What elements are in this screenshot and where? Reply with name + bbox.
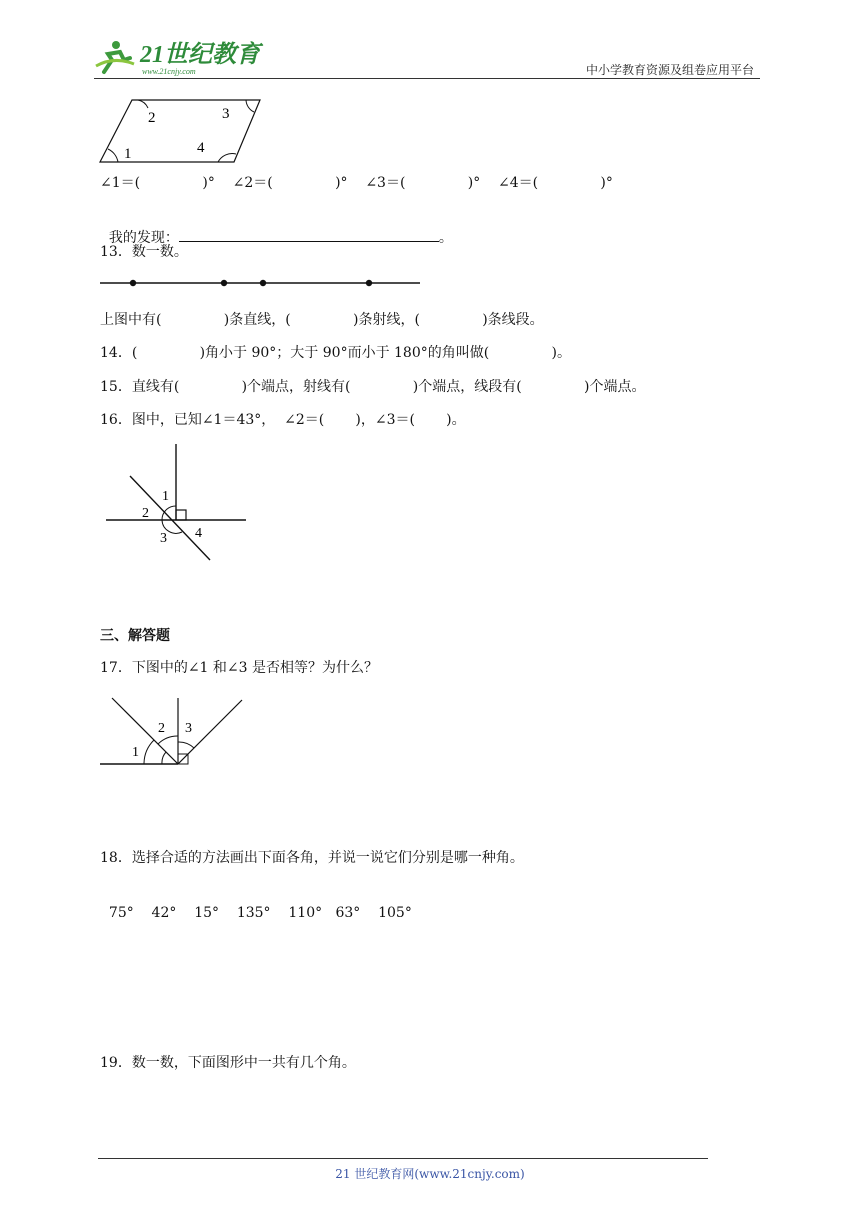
- q16-label-2: 2: [142, 506, 149, 521]
- q16-label-3: 3: [160, 531, 167, 546]
- q19-text: 19．数一数，下面图形中一共有几个角。: [100, 1055, 356, 1071]
- q17-text: 17．下图中的∠1 和∠3 是否相等？为什么？: [100, 660, 378, 676]
- angle-value: 42°: [151, 905, 177, 921]
- section-title: 三、解答题: [100, 628, 170, 644]
- angle-label-1: 1: [124, 146, 132, 162]
- angle-value: 63°: [335, 905, 361, 921]
- angle-value: 75°: [108, 905, 134, 921]
- logo-url: www.21cnjy.com: [142, 67, 196, 76]
- discovery-label: 我的发现：: [108, 230, 179, 246]
- q16-label-4: 4: [195, 526, 202, 541]
- q16-text: 16．图中，已知∠1＝43°， ∠2＝( )，∠3＝( )。: [100, 412, 466, 428]
- q13-answer: 上图中有( )条直线，( )条射线，( )条线段。: [100, 312, 544, 328]
- intersecting-lines-figure: [104, 440, 250, 564]
- q18-text: 18．选择合适的方法画出下面各角，并说一说它们分别是哪一种角。: [100, 850, 524, 866]
- angle-label-3: 3: [222, 106, 230, 122]
- q17-label-1: 1: [132, 745, 139, 760]
- parallelogram-figure: [96, 94, 266, 166]
- q17-label-3: 3: [185, 721, 192, 736]
- line-points-figure: [98, 276, 424, 290]
- angle-value: 105°: [378, 905, 412, 921]
- logo: [94, 38, 264, 78]
- angle-label-2: 2: [148, 110, 156, 126]
- logo-text: 21世纪教育: [140, 42, 260, 68]
- q17-label-2: 2: [158, 721, 165, 736]
- discovery-end: 。: [438, 230, 453, 246]
- angle-value: 135°: [236, 905, 271, 921]
- q12-discovery: [100, 209, 453, 247]
- footer-divider: [98, 1158, 708, 1159]
- header-platform-text: 中小学教育资源及组卷应用平台: [585, 63, 754, 77]
- logo-runner-icon: [94, 38, 264, 78]
- angle-label-4: 4: [197, 140, 205, 156]
- q12-answer-line: ∠1＝( )° ∠2＝( )° ∠3＝( )° ∠4＝( )°: [100, 175, 613, 191]
- q15-text: 15．直线有( )个端点，射线有( )个端点，线段有( )个端点。: [100, 379, 646, 395]
- angle-value: 15°: [194, 905, 220, 921]
- q16-label-1: 1: [162, 489, 169, 504]
- q13-title: 13．数一数。: [100, 244, 188, 260]
- header-divider: [94, 78, 760, 79]
- angles-figure: [96, 694, 246, 770]
- q18-angle-list: [100, 886, 412, 922]
- discovery-blank[interactable]: [179, 227, 439, 242]
- angle-value: 110°: [288, 905, 323, 921]
- q14-text: 14．( )角小于 90°；大于 90°而小于 180°的角叫做( )。: [100, 345, 571, 361]
- footer-link[interactable]: 21 世纪教育网(www.21cnjy.com): [335, 1167, 525, 1181]
